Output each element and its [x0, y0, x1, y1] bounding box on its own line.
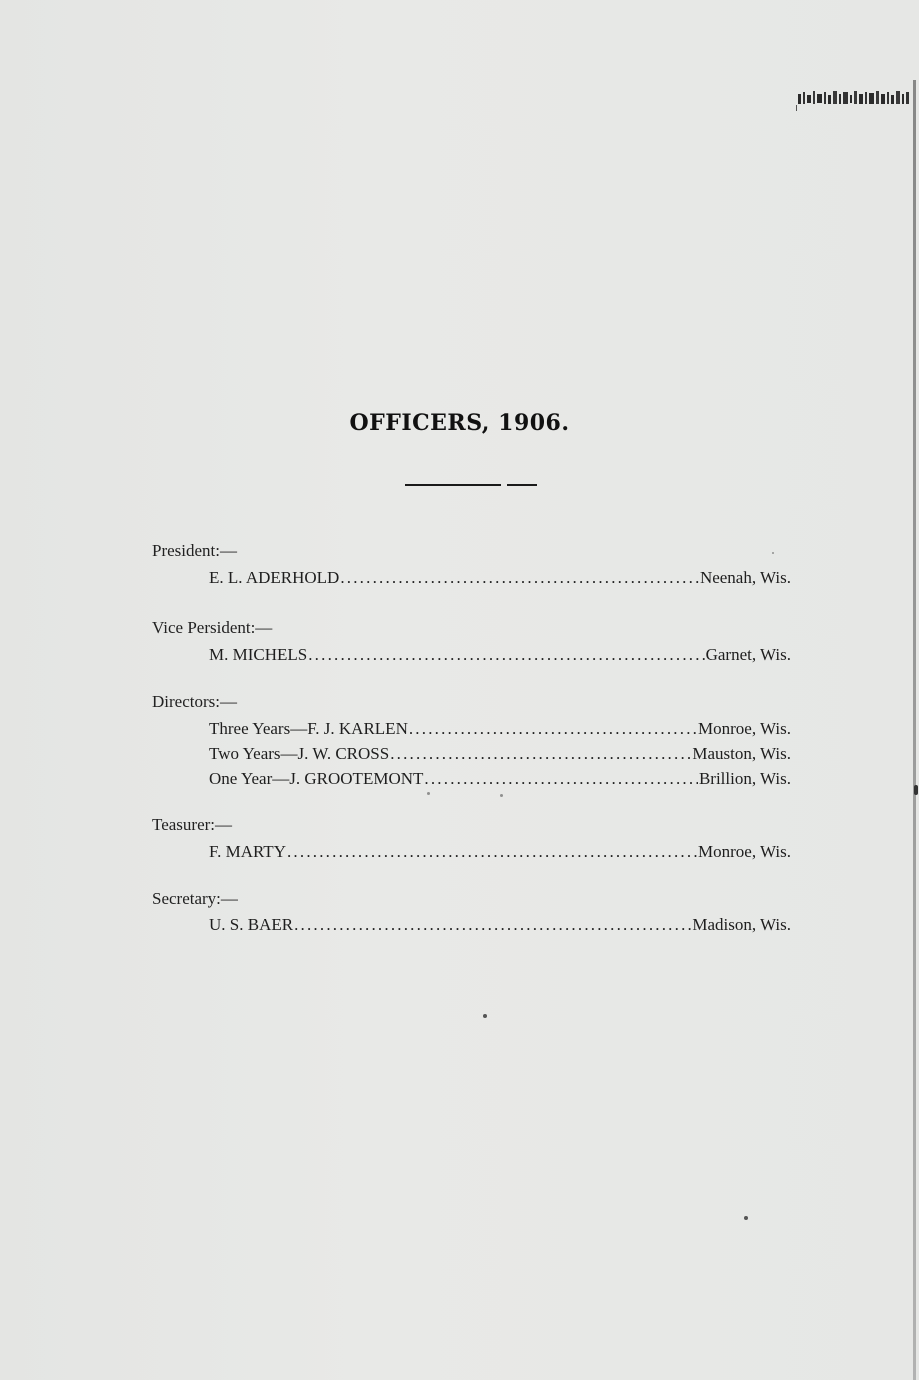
officer-location: Garnet, Wis.: [705, 645, 791, 664]
directors-label: Directors:—: [152, 692, 237, 711]
officer-location: Madison, Wis.: [692, 915, 791, 934]
paper-speck: [483, 1014, 487, 1018]
officer-location: Brillion, Wis.: [698, 769, 791, 788]
officer-entry-president: [209, 568, 791, 588]
dot-leader: [308, 645, 704, 665]
officer-name: One Year—J. GROOTEMONT: [209, 769, 424, 788]
title-rule-short: [507, 484, 537, 486]
officer-name: Two Years—J. W. CROSS: [209, 744, 390, 763]
stamp-texture: [796, 86, 914, 112]
paper-speck: [744, 1216, 748, 1220]
paper-speck: [427, 792, 430, 795]
officer-entry-director-three-years: [209, 719, 791, 739]
officer-name: Three Years—F. J. KARLEN: [209, 719, 408, 738]
secretary-label: Secretary:—: [152, 889, 238, 908]
officer-location: Monroe, Wis.: [698, 842, 791, 861]
dot-leader: [294, 915, 691, 935]
paper-speck: [500, 794, 503, 797]
officer-entry-director-two-years: [209, 744, 791, 764]
binding-stamp-mark: [796, 86, 914, 112]
dot-leader: [409, 719, 697, 739]
dot-leader: [390, 744, 691, 764]
officer-name: U. S. BAER: [209, 915, 294, 934]
officer-entry-treasurer: [209, 842, 791, 862]
officer-name: F. MARTY: [209, 842, 286, 861]
officer-entry-secretary: [209, 915, 791, 935]
dot-leader: [287, 842, 697, 862]
vice-president-label: Vice Persident:—: [152, 618, 273, 637]
officer-location: Mauston, Wis.: [692, 744, 791, 763]
paper-speck: [914, 785, 918, 795]
dot-leader: [340, 568, 699, 588]
treasurer-label: Teasurer:—: [152, 815, 232, 834]
page-title: OFFICERS, 1906.: [349, 410, 570, 436]
dot-leader: [424, 769, 698, 789]
officer-name: E. L. ADERHOLD: [209, 568, 340, 587]
officer-name: M. MICHELS: [209, 645, 308, 664]
officer-entry-vice-president: [209, 645, 791, 665]
officer-entry-director-one-year: [209, 769, 791, 789]
paper-speck: [772, 552, 774, 554]
officer-location: Neenah, Wis.: [699, 568, 791, 587]
president-label: President:—: [152, 541, 237, 560]
page-edge-shadow: [913, 80, 916, 1380]
officer-location: Monroe, Wis.: [698, 719, 791, 738]
title-rule-long: [405, 484, 501, 486]
